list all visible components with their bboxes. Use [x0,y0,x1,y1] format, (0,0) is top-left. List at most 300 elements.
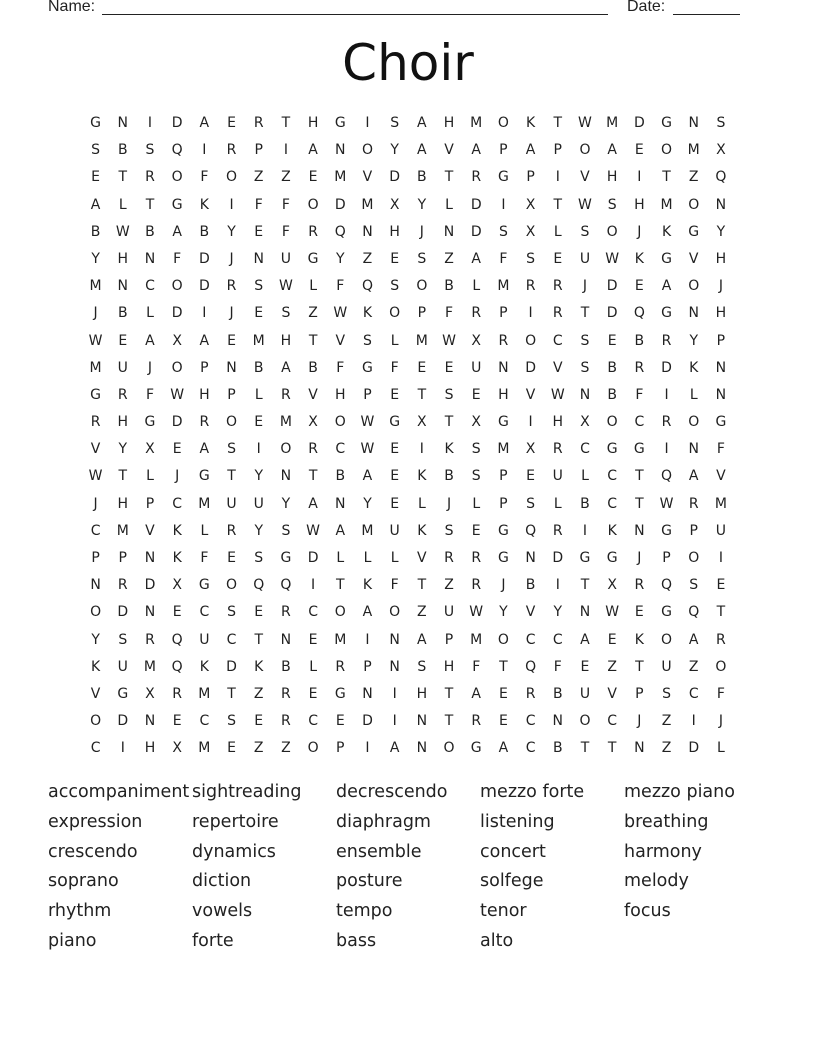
grid-letter: J [501,577,506,594]
grid-letter: V [444,142,454,159]
grid-letter: X [172,740,182,757]
grid-letter: O [226,577,238,594]
grid-letter: W [88,332,103,349]
grid-letter: O [171,169,183,186]
grid-letter: A [688,468,699,485]
grid-letter: R [226,522,237,539]
grid-letter: K [417,522,427,539]
grid-letter: E [390,250,400,267]
grid-letter: P [336,740,345,757]
grid-letter: T [254,631,263,648]
grid-letter: L [146,305,154,322]
grid-letter: R [90,414,101,431]
grid-letter: P [689,522,698,539]
grid-letter: P [444,631,454,648]
word-list-item: expression [48,811,143,832]
grid-letter: A [335,522,346,539]
grid-letter: H [307,115,319,131]
word-list-item: solfege [480,871,544,892]
word-list-item: melody [624,871,689,892]
grid-letter: J [718,713,723,730]
grid-letter: E [308,685,318,702]
grid-letter: C [199,604,210,621]
grid-row [82,246,735,273]
grid-letter: R [281,386,291,403]
grid-letter: R [281,685,291,702]
word-list [48,778,768,957]
grid-letter: M [714,495,727,512]
grid-letter: L [363,550,372,566]
grid-letter: E [471,386,481,403]
grid-letter: X [525,441,536,458]
grid-letter: D [144,577,156,594]
grid-letter: T [553,196,563,213]
word-list-item: breathing [624,811,709,832]
grid-letter: E [390,495,400,512]
grid-letter: D [362,713,373,730]
grid-letter: E [444,359,454,376]
grid-letter: O [497,631,509,648]
grid-letter: S [526,250,536,267]
grid-letter: E [634,604,644,621]
grid-letter: P [662,550,671,566]
grid-row [82,545,735,572]
grid-letter: T [308,332,318,349]
word-list-item: listening [480,811,555,832]
grid-letter: O [579,142,591,159]
grid-row [82,654,735,681]
grid-letter: C [199,713,210,730]
grid-row [82,192,735,219]
grid-letter: P [200,359,209,376]
grid-letter: T [336,577,345,594]
grid-letter: V [90,685,101,702]
grid-letter: V [525,386,536,403]
grid-letter: N [579,386,591,403]
grid-letter: C [308,604,318,621]
grid-letter: S [580,223,590,240]
grid-letter: K [607,522,617,539]
grid-letter: E [335,713,345,730]
word-list-item: vowels [192,901,253,922]
word-list-item: ensemble [336,841,422,862]
grid-letter: F [390,359,399,376]
grid-letter: T [580,740,590,757]
grid-letter: T [145,196,155,213]
grid-letter: X [471,332,482,349]
grid-letter: K [199,196,209,213]
grid-letter: K [172,550,182,566]
grid-letter: N [715,359,727,376]
grid-letter: G [198,468,210,485]
grid-letter: O [661,631,673,648]
grid-letter: E [607,332,617,349]
grid-row [82,681,735,708]
grid-letter: E [634,278,644,295]
grid-letter: L [146,468,154,485]
grid-letter: F [336,278,345,295]
grid-letter: M [198,685,211,702]
grid-letter: A [308,495,318,512]
grid-letter: P [526,169,535,186]
grid-letter: F [472,658,481,675]
grid-letter: T [635,495,644,512]
grid-letter: B [308,359,318,376]
grid-letter: U [280,250,292,267]
grid-letter: M [116,522,129,539]
grid-letter: X [308,414,318,431]
grid-letter: T [281,115,291,131]
grid-letter: Q [661,468,673,485]
grid-letter: W [578,196,592,213]
grid-letter: V [90,441,101,458]
grid-letter: X [471,414,482,431]
grid-letter: J [229,250,234,267]
grid-letter: J [175,468,180,485]
grid-row [82,518,735,545]
grid-letter: E [172,441,182,458]
grid-row [82,355,735,382]
grid-letter: H [634,196,645,213]
grid-letter: T [227,685,236,702]
grid-letter: X [580,414,590,431]
grid-letter: S [607,196,617,213]
header [48,0,748,20]
grid-letter: L [472,495,481,512]
grid-letter: H [715,305,727,322]
grid-letter: N [144,713,156,730]
grid-letter: Z [253,685,264,702]
grid-letter: I [582,522,588,539]
grid-letter: A [145,332,155,349]
grid-letter: P [499,468,508,485]
grid-letter: V [607,685,617,702]
grid-letter: B [607,359,617,376]
grid-letter: Z [253,740,264,757]
grid-letter: T [662,169,671,186]
grid-letter: E [227,550,236,566]
grid-letter: S [254,278,264,295]
grid-letter: C [688,685,699,702]
grid-letter: C [525,631,536,648]
grid-letter: E [498,713,508,730]
grid-letter: T [635,658,644,675]
grid-letter: T [118,169,128,186]
grid-letter: K [526,115,536,131]
grid-letter: O [688,196,700,213]
grid-letter: K [172,522,182,539]
grid-letter: G [606,550,618,566]
grid-letter: N [253,250,264,267]
grid-letter: S [689,577,699,594]
grid-letter: I [718,550,723,566]
grid-letter: G [497,169,509,186]
grid-letter: M [334,631,347,648]
grid-letter: I [501,196,506,213]
grid-letter: U [389,522,400,539]
grid-letter: W [333,305,348,322]
grid-row [82,219,735,246]
grid-letter: X [389,196,400,213]
grid-letter: N [144,250,156,267]
grid-letter: H [498,386,509,403]
grid-letter: I [311,577,316,594]
grid-letter: O [416,278,428,295]
grid-letter: A [308,142,318,159]
grid-letter: C [552,631,563,648]
grid-letter: Q [633,305,645,322]
grid-letter: R [172,685,183,702]
grid-letter: U [117,359,128,376]
grid-letter: R [634,577,645,594]
grid-letter: O [688,278,700,295]
grid-letter: M [687,142,700,159]
grid-letter: S [417,250,427,267]
grid-letter: V [362,169,373,186]
grid-letter: N [688,115,699,131]
grid-letter: X [172,332,182,349]
grid-letter: D [606,278,618,295]
grid-letter: Q [661,577,673,594]
grid-letter: O [334,604,346,621]
grid-letter: E [254,713,264,730]
grid-letter: Y [417,196,427,213]
grid-row [82,273,735,300]
grid-letter: R [145,169,155,186]
grid-letter: H [443,658,455,675]
grid-letter: G [198,577,210,594]
grid-letter: E [634,142,644,159]
grid-letter: J [637,223,642,240]
word-list-item: soprano [48,871,119,892]
grid-letter: W [278,278,293,295]
grid-letter: S [363,332,372,349]
grid-letter: S [145,142,155,159]
grid-letter: C [552,332,563,349]
grid-letter: R [117,386,128,403]
grid-letter: M [279,414,292,431]
grid-letter: N [552,713,564,730]
grid-letter: U [443,604,455,621]
grid-letter: Z [281,740,291,757]
grid-letter: Q [171,631,183,648]
grid-letter: U [117,658,128,675]
grid-letter: M [497,441,510,458]
grid-letter: W [115,223,130,240]
grid-letter: E [390,386,400,403]
grid-letter: B [417,169,427,186]
grid-letter: M [606,115,619,131]
grid-letter: F [390,577,399,594]
grid-letter: G [661,115,672,131]
grid-letter: B [281,658,291,675]
grid-letter: B [253,359,264,376]
grid-letter: E [417,359,427,376]
grid-letter: O [307,196,319,213]
name-field-line[interactable] [102,14,608,15]
grid-letter: M [198,740,211,757]
word-list-item: diction [192,871,252,892]
grid-letter: R [444,550,454,566]
grid-letter: E [580,658,590,675]
date-field-line[interactable] [673,14,740,15]
grid-letter: O [389,604,401,621]
grid-letter: P [254,142,263,159]
grid-letter: R [471,577,482,594]
grid-letter: M [497,278,510,295]
grid-letter: O [688,550,700,566]
grid-letter: O [226,169,238,186]
grid-letter: Q [525,658,537,675]
grid-letter: P [363,386,372,403]
grid-letter: E [390,468,400,485]
grid-letter: C [308,713,318,730]
grid-letter: S [227,713,236,730]
grid-letter: W [578,115,592,131]
grid-letter: R [498,332,509,349]
grid-letter: B [117,142,128,159]
grid-letter: D [389,169,401,186]
grid-letter: P [553,142,562,159]
grid-letter: N [443,223,455,240]
grid-letter: H [144,740,156,757]
grid-letter: V [688,250,699,267]
grid-letter: R [117,577,128,594]
grid-letter: D [226,658,237,675]
grid-letter: D [525,359,536,376]
grid-letter: U [253,495,264,512]
grid-letter: A [471,142,481,159]
grid-letter: W [605,604,620,621]
grid-letter: F [553,658,562,675]
grid-letter: Q [334,223,346,240]
grid-letter: C [607,495,618,512]
grid-letter: T [607,740,617,757]
grid-letter: R [661,332,672,349]
grid-letter: B [634,332,645,349]
grid-letter: I [637,169,642,186]
grid-letter: Z [607,658,617,675]
grid-letter: C [525,740,536,757]
grid-letter: Y [363,495,372,512]
grid-letter: Y [689,332,698,349]
grid-letter: S [662,685,671,702]
grid-letter: O [226,414,238,431]
grid-letter: K [634,250,644,267]
grid-letter: O [606,414,618,431]
grid-letter: A [417,115,427,131]
grid-letter: H [117,495,129,512]
grid-letter: T [580,305,590,322]
grid-letter: H [280,332,292,349]
grid-letter: M [660,196,673,213]
grid-letter: E [607,631,617,648]
grid-letter: C [634,414,645,431]
grid-letter: G [497,522,509,539]
grid-letter: D [198,278,210,295]
grid-letter: G [470,740,482,757]
grid-letter: Y [91,250,100,267]
grid-letter: W [442,332,456,349]
grid-letter: E [390,441,400,458]
grid-letter: N [579,604,591,621]
grid-row [82,627,735,654]
grid-letter: T [227,468,236,485]
grid-letter: O [361,142,373,159]
grid-letter: E [254,223,264,240]
grid-letter: A [90,196,101,213]
grid-letter: Q [525,522,537,539]
grid-letter: O [579,713,591,730]
grid-letter: H [117,250,129,267]
grid-letter: G [661,604,672,621]
grid-letter: S [526,495,536,512]
grid-letter: P [118,550,127,566]
grid-letter: N [144,550,156,566]
grid-letter: J [637,713,642,730]
grid-letter: L [309,278,317,295]
grid-letter: I [664,386,669,403]
word-list-item: posture [336,871,403,892]
grid-row [82,328,735,355]
grid-letter: E [172,713,182,730]
grid-letter: T [118,468,128,485]
grid-letter: R [145,631,155,648]
grid-letter: P [499,495,508,512]
grid-letter: O [497,115,509,131]
grid-letter: C [335,441,346,458]
grid-letter: D [633,115,645,131]
word-list-item: repertoire [192,811,279,832]
grid-letter: R [471,713,482,730]
grid-letter: K [91,658,101,675]
grid-letter: E [227,332,236,349]
grid-letter: R [525,278,536,295]
grid-letter: J [147,359,153,376]
grid-letter: D [171,414,183,431]
grid-letter: R [552,305,563,322]
grid-letter: H [552,414,564,431]
grid-letter: W [659,495,674,512]
grid-letter: E [308,631,318,648]
grid-letter: P [635,685,644,702]
grid-letter: B [444,468,454,485]
grid-letter: R [552,441,563,458]
grid-letter: C [172,495,183,512]
grid-letter: G [633,441,645,458]
grid-letter: S [390,115,400,131]
grid-letter: Q [715,169,727,186]
grid-letter: L [118,196,127,213]
grid-letter: O [389,305,401,322]
grid-letter: H [389,223,400,240]
grid-letter: E [227,740,236,757]
word-list-item: decrescendo [336,782,448,802]
grid-letter: G [117,685,129,702]
grid-row [82,708,735,735]
grid-letter: H [606,169,618,186]
grid-letter: B [90,223,101,240]
grid-letter: D [307,550,319,566]
grid-letter: L [553,495,562,512]
grid-letter: H [117,414,129,431]
grid-letter: R [335,658,346,675]
word-list-item: rhythm [48,901,112,922]
grid-letter: E [91,169,101,186]
grid-letter: Y [716,223,726,240]
grid-letter: E [471,522,481,539]
grid-letter: P [363,658,372,675]
